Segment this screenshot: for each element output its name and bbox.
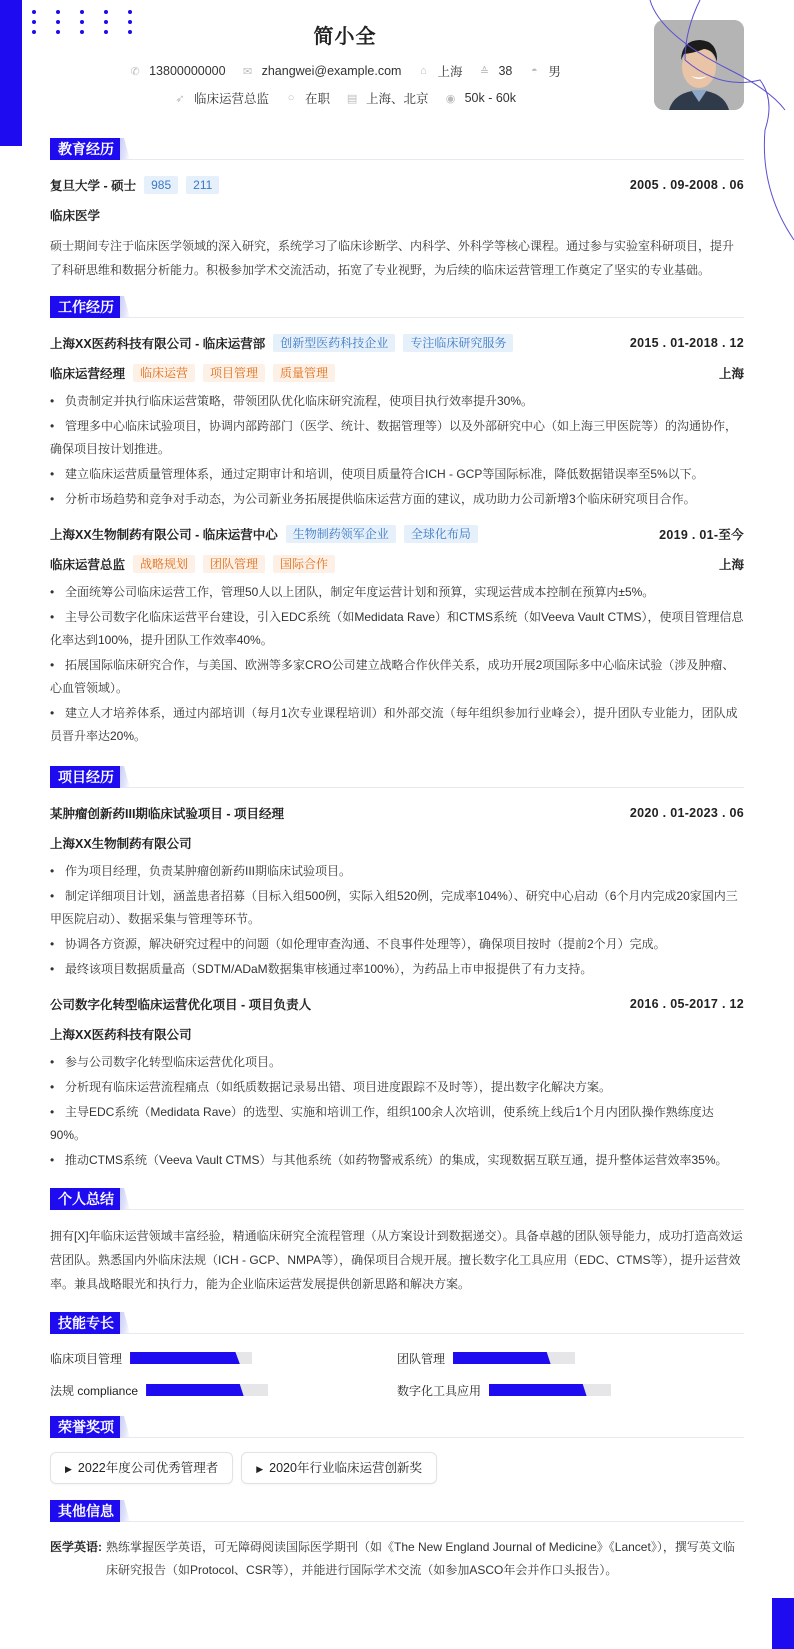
phone-value: 13800000000: [149, 64, 226, 78]
work-bullets: [50, 581, 744, 748]
salary-value: 50k - 60k: [464, 91, 516, 105]
bullet-item: • 全面统筹公司临床运营工作，管理50人以上团队，制定年度运营计划和预算，实现运营成本控制在预算内±5%。: [50, 581, 744, 604]
bullet-item: • 分析市场趋势和竞争对手动态，为公司新业务拓展提供临床运营方面的建议，成功助力公司新增3个临床研究项目合作。: [50, 488, 744, 511]
award-label: 2020年行业临床运营创新奖: [269, 1461, 422, 1475]
awards-section: [50, 1414, 744, 1484]
job-role: 临床运营经理: [50, 367, 126, 381]
decorative-right-bar: [772, 1598, 794, 1649]
skill-bar: [130, 1352, 252, 1364]
section-title: 其他信息: [50, 1500, 122, 1522]
target-position-item: [174, 89, 269, 107]
resume-body: [50, 136, 744, 1582]
home-icon: ⌂: [420, 65, 427, 77]
age-value: 38: [498, 64, 513, 78]
work-date: 2019 . 01-至今: [659, 528, 744, 542]
city-item: [417, 62, 462, 80]
education-entry: [50, 174, 744, 282]
bullet-item: • 推动CTMS系统（Veeva Vault CTMS）与其他系统（如药物警戒系统）的集成，实现数据互联互通，提升整体运营效率35%。: [50, 1149, 744, 1172]
gender-item: [528, 62, 561, 80]
phone-icon: ✆: [130, 65, 140, 78]
skill-item: [50, 1348, 397, 1368]
mail-icon: ✉: [242, 65, 253, 78]
skills-section: [50, 1310, 744, 1400]
city-value: 上海: [437, 65, 463, 79]
summary-section: [50, 1186, 744, 1296]
status-icon: ○: [287, 92, 295, 104]
candidate-name: 简小全: [313, 26, 377, 48]
other-section: [50, 1498, 744, 1582]
school-name: 复旦大学 - 硕士: [50, 179, 137, 193]
status-item: [285, 89, 330, 107]
role-tag: 临床运营: [133, 364, 195, 382]
bullet-item: • 最终该项目数据质量高（SDTM/ADaM数据集审核通过率100%），为药品上市申报提供了有力支持。: [50, 958, 744, 981]
company-tag: 专注临床研究服务: [403, 334, 513, 352]
skill-bar-fill: [489, 1384, 587, 1396]
company-name: 上海XX医药科技有限公司 - 临床运营部: [50, 337, 266, 351]
section-header: [50, 1310, 744, 1334]
bullet-item: • 管理多中心临床试验项目，协调内部跨部门（医学、统计、数据管理等）以及外部研究中心（如上海三甲医院等）的沟通协作，确保项目按计划推进。: [50, 415, 744, 461]
skill-item: [397, 1380, 744, 1400]
section-header: [50, 1498, 744, 1522]
project-bullets: [50, 1051, 744, 1172]
triangle-right-icon: ▶: [256, 1464, 264, 1474]
other-text: 熟练掌握医学英语，可无障碍阅读国际医学期刊（如《The New England Journal of Medicine》《Lancet》），撰写英文临床研究报告（如Protocol、CSR等），并能进行国际学术交流（如参加ASCO年会并作口头报告）。: [106, 1540, 735, 1577]
section-title: 荣誉奖项: [50, 1416, 122, 1438]
section-header: [50, 294, 744, 318]
bullet-item: • 负责制定并执行临床运营策略，带领团队优化临床研究流程，使项目执行效率提升30%。: [50, 390, 744, 413]
section-title: 工作经历: [50, 296, 122, 318]
awards-list: [50, 1452, 744, 1484]
skill-name: 团队管理: [397, 1351, 446, 1366]
role-tag: 项目管理: [203, 364, 265, 382]
skill-item: [397, 1348, 744, 1368]
work-bullets: [50, 390, 744, 511]
salary-icon: ◉: [445, 92, 456, 105]
company-tag: 全球化布局: [404, 525, 478, 543]
job-role: 临床运营总监: [50, 558, 126, 572]
bullet-item: • 协调各方资源，解决研究过程中的问题（如伦理审查沟通、不良事件处理等），确保项目按时（提前2个月）完成。: [50, 933, 744, 956]
role-tag: 团队管理: [203, 555, 265, 573]
triangle-right-icon: ▶: [65, 1464, 72, 1474]
school-tag: 985: [144, 176, 178, 194]
work-section: [50, 294, 744, 748]
section-title: 技能专长: [50, 1312, 122, 1334]
work-location: 上海: [718, 367, 744, 381]
bullet-item: • 分析现有临床运营流程痛点（如纸质数据记录易出错、项目进度跟踪不及时等），提出数字化解决方案。: [50, 1076, 744, 1099]
bullet-item: • 建立临床运营质量管理体系，通过定期审计和培训，使项目质量符合ICH - GCP等国际标准，降低数据错误率至5%以下。: [50, 463, 744, 486]
status-value: 在职: [305, 92, 331, 106]
project-date: 2016 . 05-2017 . 12: [629, 997, 744, 1011]
project-entry: [50, 993, 744, 1172]
building-icon: ▤: [346, 92, 358, 105]
age-item: [478, 64, 512, 78]
work-location: 上海: [718, 558, 744, 572]
award-item: [50, 1452, 233, 1484]
company-name: 上海XX生物制药有限公司 - 临床运营中心: [50, 528, 278, 542]
bullet-item: • 作为项目经理，负责某肿瘤创新药III期临床试验项目。: [50, 860, 744, 883]
skills-grid: [50, 1348, 744, 1400]
role-tag: 质量管理: [273, 364, 335, 382]
education-date: 2005 . 09-2008 . 06: [629, 178, 744, 192]
skill-bar: [453, 1352, 575, 1364]
section-header: [50, 764, 744, 788]
email-value: zhangwei@example.com: [261, 64, 402, 78]
other-label: 医学英语:: [50, 1540, 102, 1554]
avatar: [654, 20, 744, 110]
section-header: [50, 1186, 744, 1210]
skill-name: 临床项目管理: [50, 1351, 123, 1366]
phone-item: [129, 64, 225, 78]
skill-bar-fill: [130, 1352, 240, 1364]
award-label: 2022年度公司优秀管理者: [77, 1461, 219, 1475]
summary-text: 拥有[X]年临床运营领域丰富经验，精通临床研究全流程管理（从方案设计到数据递交）。具备卓越的团队领导能力，成功打造高效运营团队。熟悉国内外临床法规（ICH - GCP、NMPA等），确保项目合规开展。擅长数字化工具应用（EDC、CTMS等），提升运营效率。兼具战略眼光和执行力，能为企业临床运营发展提供创新思路和解决方案。: [50, 1229, 743, 1291]
project-name: 某肿瘤创新药III期临床试验项目 - 项目经理: [50, 807, 285, 821]
age-icon: ≙: [479, 65, 490, 78]
bullet-item: • 参与公司数字化转型临床运营优化项目。: [50, 1051, 744, 1074]
work-entry: [50, 523, 744, 748]
bullet-item: • 主导EDC系统（Medidata Rave）的选型、实施和培训工作，组织100余人次培训，使系统上线后1个月内团队操作熟练度达90%。: [50, 1101, 744, 1147]
section-title: 项目经历: [50, 766, 122, 788]
role-tag: 国际合作: [273, 555, 335, 573]
skill-bar-fill: [453, 1352, 551, 1364]
skill-bar: [146, 1384, 268, 1396]
skill-bar: [489, 1384, 611, 1396]
project-bullets: [50, 860, 744, 981]
target-position-value: 临床运营总监: [194, 92, 270, 106]
education-description: 硕士期间专注于临床医学领域的深入研究，系统学习了临床诊断学、内科学、外科学等核心课程。通过参与实验室科研项目，提升了科研思维和数据分析能力。积极参加学术交流活动，拓宽了专业视野，为后续的临床运营管理工作奠定了坚实的专业基础。: [50, 239, 735, 277]
award-item: [241, 1452, 437, 1484]
skill-bar-fill: [146, 1384, 244, 1396]
company-tag: 创新型医药科技企业: [273, 334, 395, 352]
gender-icon: ◓: [531, 65, 538, 77]
skill-name: 法规 compliance: [50, 1383, 139, 1398]
skill-item: [50, 1380, 397, 1400]
target-city-item: [346, 89, 429, 107]
gender-value: 男: [548, 65, 561, 79]
section-header: [50, 136, 744, 160]
section-header: [50, 1414, 744, 1438]
skill-name: 数字化工具应用: [397, 1383, 482, 1398]
major: 临床医学: [50, 209, 101, 223]
section-title: 个人总结: [50, 1188, 122, 1210]
contact-row: [0, 62, 690, 80]
project-date: 2020 . 01-2023 . 06: [629, 806, 744, 820]
work-entry: [50, 332, 744, 511]
target-city-value: 上海、北京: [366, 92, 429, 106]
role-tag: 战略规划: [133, 555, 195, 573]
company-tag: 生物制药领军企业: [286, 525, 396, 543]
bullet-item: • 制定详细项目计划，涵盖患者招募（目标入组500例，实际入组520例，完成率104%）、研究中心启动（6个月内完成20家国内三甲医院启动）、数据采集与管理等环节。: [50, 885, 744, 931]
intent-row: [0, 89, 690, 107]
other-item: [50, 1536, 744, 1582]
target-position-icon: ➶: [175, 92, 185, 105]
work-date: 2015 . 01-2018 . 12: [629, 336, 744, 350]
bullet-item: • 主导公司数字化临床运营平台建设，引入EDC系统（如Medidata Rave）和CTMS系统（如Veeva Vault CTMS），使项目管理信息化率达到100%，提升团队工作效率40%。: [50, 606, 744, 652]
email-item: [242, 64, 402, 78]
bullet-item: • 建立人才培养体系，通过内部培训（每月1次专业课程培训）和外部交流（每年组织参加行业峰会），提升团队专业能力，团队成员晋升率达20%。: [50, 702, 744, 748]
project-name: 公司数字化转型临床运营优化项目 - 项目负责人: [50, 998, 312, 1012]
projects-section: [50, 764, 744, 1172]
school-tag: 211: [186, 176, 219, 194]
bullet-item: • 拓展国际临床研究合作，与美国、欧洲等多家CRO公司建立战略合作伙伴关系，成功开展2项国际多中心临床试验（涉及肿瘤、心血管领域）。: [50, 654, 744, 700]
project-company: 上海XX医药科技有限公司: [50, 1028, 192, 1042]
salary-item: [445, 91, 516, 105]
section-title: 教育经历: [50, 138, 122, 160]
education-section: [50, 136, 744, 282]
project-company: 上海XX生物制药有限公司: [50, 837, 192, 851]
project-entry: [50, 802, 744, 981]
resume-header: [0, 0, 794, 130]
